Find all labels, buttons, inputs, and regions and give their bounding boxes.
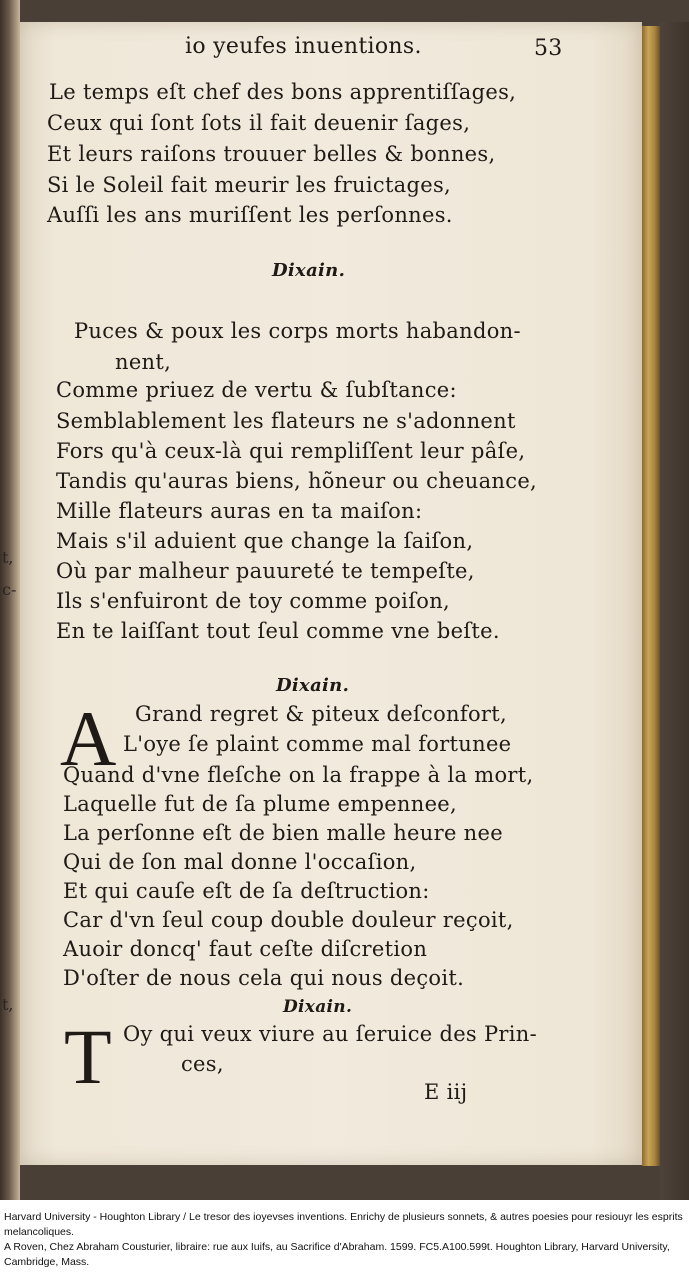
gilt-page-edge xyxy=(642,26,660,1166)
poem-line: Mille flateurs auras en ta maiſon: xyxy=(56,499,423,523)
drop-cap: T xyxy=(64,1013,112,1100)
poem-line: Fors qu'à ceux-là qui rempliſſent leur pâſe, xyxy=(56,439,526,463)
poem-line: Quand d'vne fleſche on la frappe à la mort, xyxy=(63,763,534,787)
poem-line: Où par malheur pauureté te tempeſte, xyxy=(56,559,475,583)
poem-line: Mais s'il aduient que change la ſaiſon, xyxy=(56,529,474,553)
facing-page-fragment: t, xyxy=(2,995,14,1014)
poem-line: Ils s'enfuiront de toy comme poiſon, xyxy=(56,589,451,613)
facing-page-fragment: c- xyxy=(2,580,17,599)
poem-line: nent, xyxy=(115,350,172,374)
poem-line: Comme priuez de vertu & ſubſtance: xyxy=(56,378,457,402)
poem-line: Grand regret & piteux deſconfort, xyxy=(135,702,507,726)
poem-line: Puces & poux les corps morts habandon- xyxy=(74,319,521,343)
running-head: io yeufes inuentions. xyxy=(185,34,422,59)
poem-line: Oy qui veux viure au ſeruice des Prin- xyxy=(123,1022,537,1046)
poem-line: Et qui cauſe eſt de ſa deſtruction: xyxy=(63,879,430,903)
poem-line: Qui de ſon mal donne l'occaſion, xyxy=(63,850,417,874)
book-page xyxy=(20,22,642,1165)
section-heading: Dixain. xyxy=(283,997,353,1017)
poem-line: En te laiſſant tout ſeul comme vne beſte. xyxy=(56,619,500,643)
signature-mark: E iij xyxy=(424,1080,468,1104)
background-shadow xyxy=(660,22,689,1200)
poem-line: Ceux qui ſont ſots il fait deuenir ſages, xyxy=(47,111,471,135)
poem-line: L'oye ſe plaint comme mal fortunee xyxy=(123,732,512,756)
image-credit-caption xyxy=(4,1210,684,1270)
poem-line: Laquelle fut de ſa plume empennee, xyxy=(63,792,458,816)
poem-line: Tandis qu'auras biens, hõneur ou cheuance, xyxy=(56,469,538,493)
caption-line: A Roven, Chez Abraham Cousturier, libraire: rue aux Iuifs, au Sacrifice d'Abraham. 1599. FC5.A100.599t. Houghton Library, Harvard University, Cambridge, Mass. xyxy=(4,1241,670,1268)
caption-line: Harvard University - Houghton Library / Le tresor des ioyevses inventions. Enrichy de plusieurs sonnets, & autres poesies pour resiouyr les esprits melancoliques. xyxy=(4,1211,683,1238)
poem-line: Si le Soleil fait meurir les fruictages, xyxy=(47,173,452,197)
section-heading: Dixain. xyxy=(272,260,346,281)
poem-line: Auoir doncq' faut ceſte diſcretion xyxy=(63,937,428,961)
poem-line: Car d'vn ſeul coup double douleur reçoit, xyxy=(63,908,514,932)
poem-line: Auſſi les ans muriſſent les perſonnes. xyxy=(47,203,453,227)
poem-line: ces, xyxy=(181,1052,224,1076)
page-number: 53 xyxy=(534,36,563,61)
poem-line: Semblablement les flateurs ne s'adonnent xyxy=(56,409,516,433)
facing-page-edge xyxy=(0,0,20,1200)
poem-line: La perſonne eſt de bien malle heure nee xyxy=(63,821,503,845)
poem-line: D'oſter de nous cela qui nous deçoit. xyxy=(63,966,465,990)
drop-cap: A xyxy=(60,695,117,782)
poem-line: Et leurs raiſons trouuer belles & bonnes, xyxy=(47,142,496,166)
section-heading: Dixain. xyxy=(276,675,350,696)
facing-page-fragment: t, xyxy=(2,548,14,567)
poem-line: Le temps eſt chef des bons apprentiſſages, xyxy=(49,80,517,104)
